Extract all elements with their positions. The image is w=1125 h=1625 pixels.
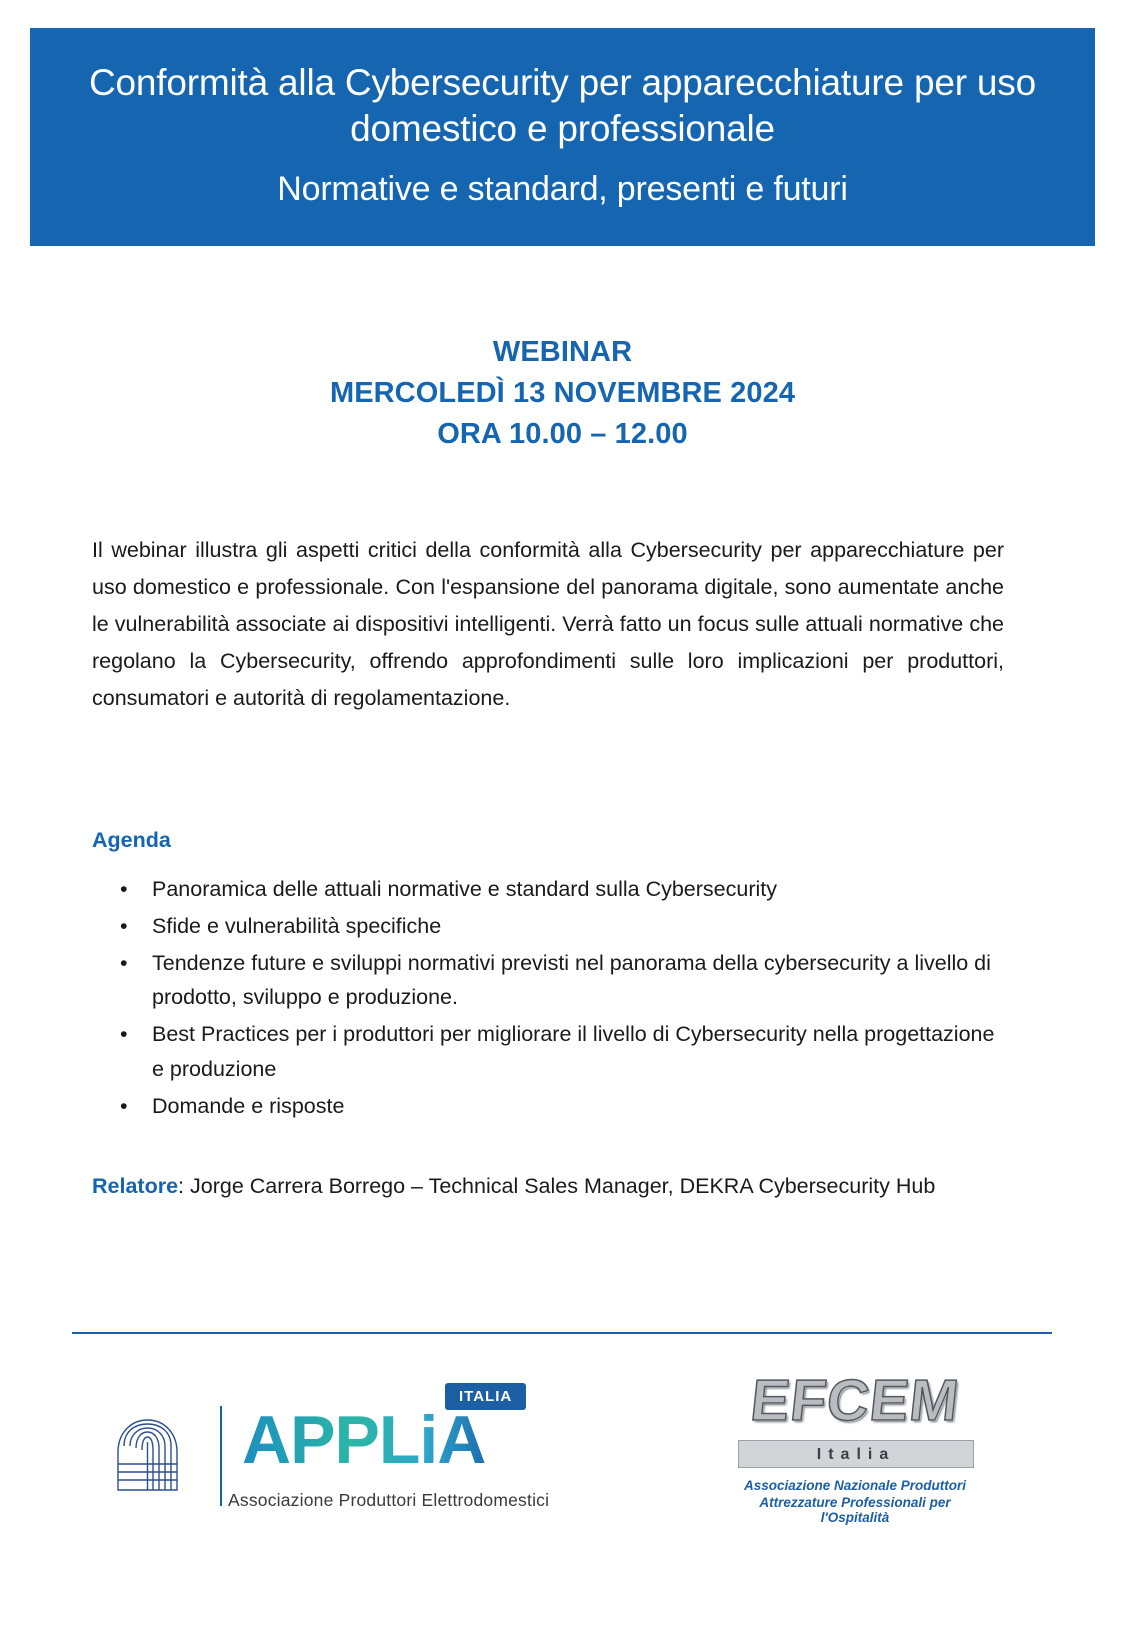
- list-item-label: Panoramica delle attuali normative e standard sulla Cybersecurity: [152, 877, 778, 901]
- list-item-label: Sfide e vulnerabilità specifiche: [152, 913, 442, 938]
- webinar-date: MERCOLEDÌ 13 NOVEMBRE 2024: [329, 377, 796, 410]
- speaker-line: [92, 1170, 1022, 1202]
- agenda-heading: Agenda: [92, 828, 171, 852]
- list-item: [92, 1017, 1004, 1087]
- crown-icon: [110, 1416, 185, 1494]
- applia-italia-badge: ITALIA: [445, 1383, 526, 1410]
- webinar-time: ORA 10.00 – 12.00: [437, 418, 688, 451]
- footer-divider: [72, 1332, 1052, 1334]
- applia-wordmark: APPLiA: [242, 1402, 486, 1478]
- list-item-label: Tendenze future e sviluppi normativi previsti nel panorama della cybersecurity a livello di prodotto, sviluppo e produzione.: [152, 950, 991, 1010]
- bullet-icon: •: [120, 950, 128, 975]
- intro-paragraph: Il webinar illustra gli aspetti critici della conformità alla Cybersecurity per apparecchiature per uso domestico e professionale. Con l'espansione del panorama digitale, sono aumentate anche le vulnerabilità associate ai dispositivi intelligenti. Verrà fatto un focus sulle attuali normative che regolano la Cybersecurity, offrendo approfondimenti sulle loro implicazioni per produttori, consumatori e autorità di regolamentazione.: [92, 538, 1004, 710]
- list-item-label: Domande e risposte: [152, 1093, 345, 1118]
- agenda-list: [92, 872, 1004, 1126]
- bullet-icon: •: [120, 1093, 128, 1118]
- efcem-tagline-line1: Associazione Nazionale Produttori: [743, 1478, 967, 1493]
- footer-logos: [0, 1360, 1125, 1600]
- webinar-label: WEBINAR: [492, 336, 633, 368]
- efcem-logo: [730, 1368, 990, 1528]
- applia-logo: [100, 1378, 580, 1523]
- page-subtitle: Normative e standard, presenti e futuri: [277, 169, 848, 208]
- page-title: Conformità alla Cybersecurity per apparecchiature per uso domestico e professionale: [89, 62, 1036, 149]
- list-item-label: Best Practices per i produttori per migliorare il livello di Cybersecurity nella progettazione e produzione: [152, 1022, 995, 1082]
- applia-tagline: Associazione Produttori Elettrodomestici: [228, 1490, 550, 1510]
- logo-separator: [220, 1406, 222, 1506]
- bullet-icon: •: [120, 877, 128, 901]
- list-item: [92, 946, 1004, 1016]
- bullet-icon: •: [120, 913, 128, 938]
- webinar-info-block: [0, 332, 1125, 456]
- efcem-wordmark: EFCEM: [747, 1368, 963, 1433]
- header-banner: [30, 28, 1095, 246]
- list-item: [92, 909, 1004, 944]
- efcem-country-label: Italia: [738, 1440, 974, 1468]
- efcem-tagline-line2: Attrezzature Professionali per l'Ospitalità: [759, 1495, 951, 1525]
- list-item: [92, 1089, 1004, 1124]
- bullet-icon: •: [120, 1022, 128, 1047]
- speaker-name: : Jorge Carrera Borrego – Technical Sales Manager, DEKRA Cybersecurity Hub: [178, 1174, 936, 1198]
- speaker-label: Relatore: [92, 1174, 179, 1198]
- list-item: [92, 872, 1004, 907]
